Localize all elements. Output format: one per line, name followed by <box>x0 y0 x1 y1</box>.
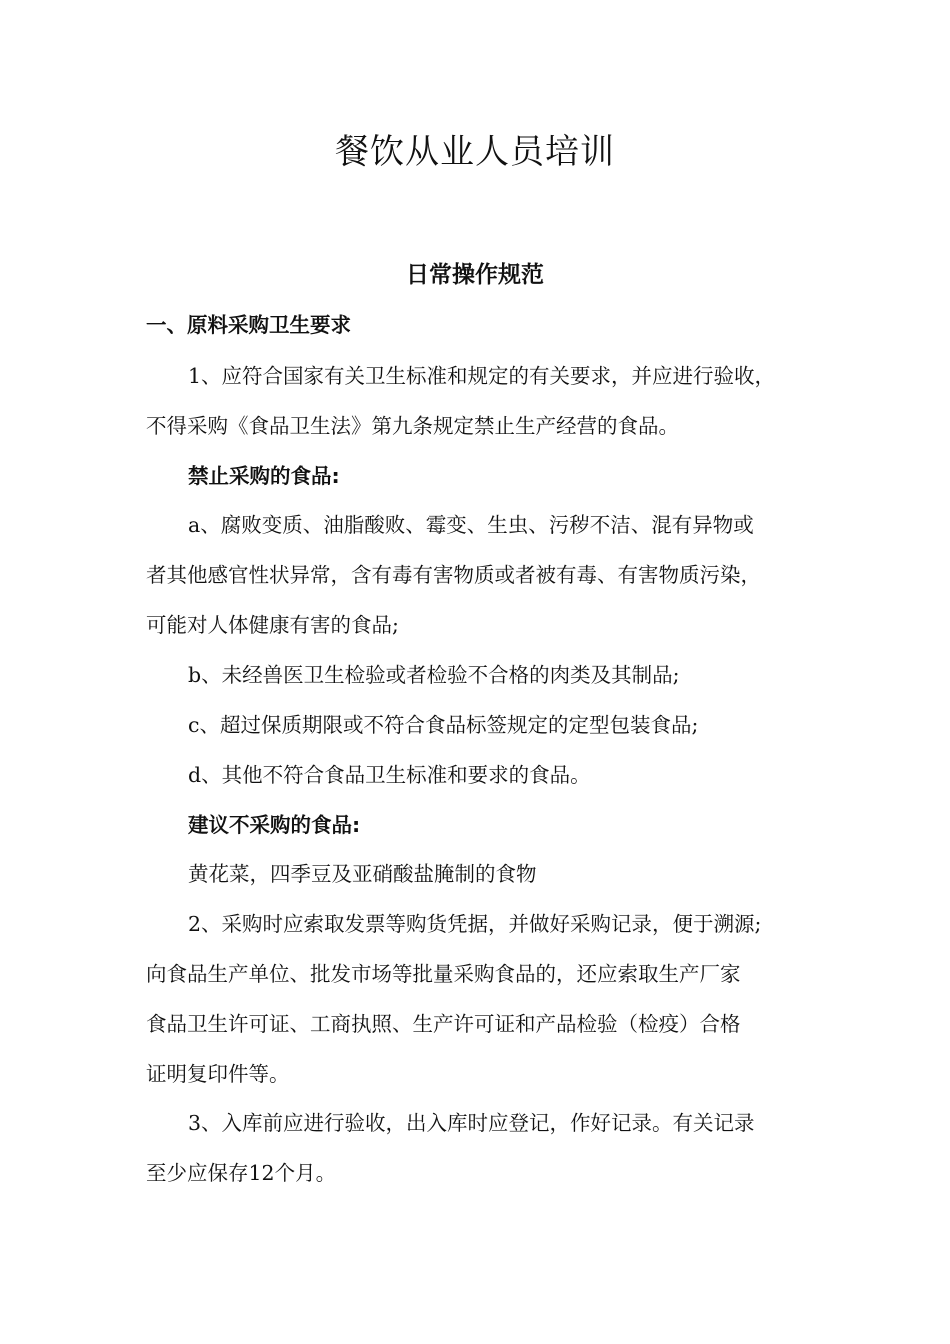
section-heading: 一、原料采购卫生要求 <box>146 313 351 337</box>
paragraph-line: 至少应保存12个月。 <box>146 1161 337 1185</box>
paragraph-line: 1、应符合国家有关卫生标准和规定的有关要求，并应进行验收， <box>188 364 776 388</box>
paragraph-line: 者其他感官性状异常，含有毒有害物质或者被有毒、有害物质污染， <box>146 563 761 587</box>
paragraph-line: 3、入库前应进行验收，出入库时应登记，作好记录。有关记录 <box>188 1111 755 1135</box>
document-title: 餐饮从业人员培训 <box>335 132 615 172</box>
paragraph-line: 向食品生产单位、批发市场等批量采购食品的，还应索取生产厂家 <box>146 962 741 986</box>
paragraph-line: 不得采购《食品卫生法》第九条规定禁止生产经营的食品。 <box>146 414 679 438</box>
list-item: c、超过保质期限或不符合食品标签规定的定型包装食品; <box>188 713 699 737</box>
paragraph-line: 食品卫生许可证、工商执照、生产许可证和产品检验（检疫）合格 <box>146 1012 741 1036</box>
paragraph-line: 黄花菜，四季豆及亚硝酸盐腌制的食物 <box>188 862 537 886</box>
list-item: d、其他不符合食品卫生标准和要求的食品。 <box>188 763 591 787</box>
paragraph-line: 2、采购时应索取发票等购货凭据，并做好采购记录，便于溯源; <box>188 912 762 936</box>
subheading-not-recommended-foods: 建议不采购的食品: <box>188 813 361 837</box>
list-item: b、未经兽医卫生检验或者检验不合格的肉类及其制品; <box>188 663 680 687</box>
document-subtitle: 日常操作规范 <box>406 262 544 288</box>
list-item: a、腐败变质、油脂酸败、霉变、生虫、污秽不洁、混有异物或 <box>188 513 754 537</box>
paragraph-line: 证明复印件等。 <box>146 1062 290 1086</box>
paragraph-line: 可能对人体健康有害的食品; <box>146 613 399 637</box>
subheading-forbidden-foods: 禁止采购的食品: <box>188 464 340 488</box>
